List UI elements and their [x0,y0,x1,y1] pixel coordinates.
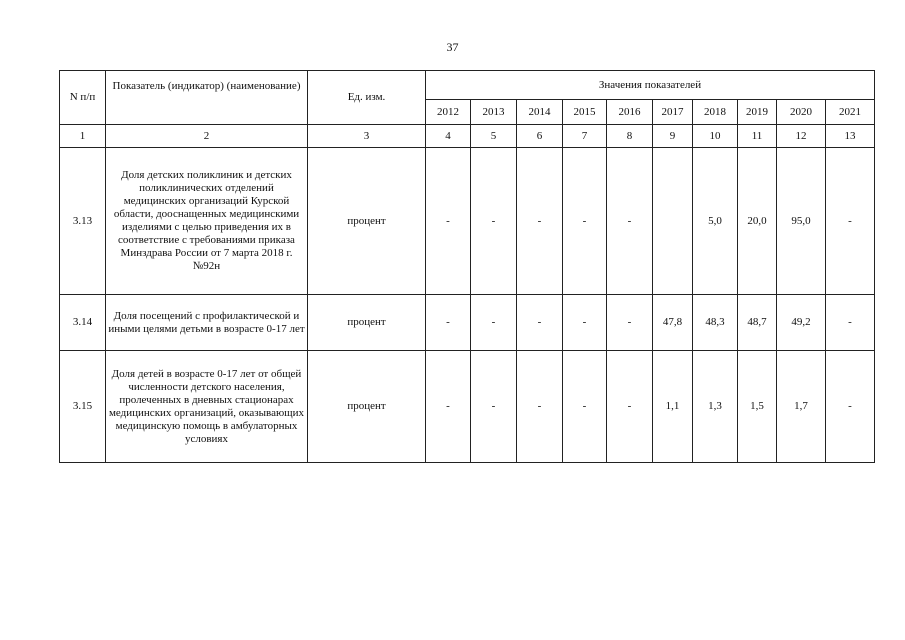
value-cell: - [826,351,875,463]
value-cell: 5,0 [693,148,738,295]
value-cell: 95,0 [777,148,826,295]
value-cell: 1,5 [738,351,777,463]
year-cell: 2013 [471,100,517,125]
value-cell: 1,1 [653,351,693,463]
value-cell: - [607,148,653,295]
column-number: 10 [693,125,738,148]
value-cell: - [471,351,517,463]
value-cell: 48,3 [693,295,738,351]
unit-cell: процент [308,148,426,295]
column-number: 4 [426,125,471,148]
year-cell: 2016 [607,100,653,125]
value-cell: - [607,351,653,463]
value-cell: - [426,295,471,351]
value-cell: 1,7 [777,351,826,463]
value-cell: - [517,351,563,463]
value-cell: 1,3 [693,351,738,463]
row-number: 3.13 [60,148,106,295]
header-row [60,71,875,100]
header-indicator: Показатель (индикатор) (наименование) [106,71,308,125]
column-number: 1 [60,125,106,148]
year-cell: 2014 [517,100,563,125]
value-cell: 48,7 [738,295,777,351]
indicator-name: Доля детей в возрасте 0-17 лет от общей численности детского населения, пролеченных в дневных стационарах медицинских организаций, оказывающих медицинскую помощь в амбулаторных условиях [106,351,308,463]
year-cell: 2018 [693,100,738,125]
value-cell: - [517,295,563,351]
value-cell: - [471,148,517,295]
year-cell: 2015 [563,100,607,125]
year-cell: 2020 [777,100,826,125]
column-number: 12 [777,125,826,148]
column-number: 9 [653,125,693,148]
value-cell: - [563,351,607,463]
column-number: 6 [517,125,563,148]
column-numbers-row [60,125,875,148]
row-number: 3.15 [60,351,106,463]
year-cell: 2012 [426,100,471,125]
year-cell: 2019 [738,100,777,125]
value-cell: 49,2 [777,295,826,351]
value-cell: - [563,148,607,295]
year-cell: 2017 [653,100,693,125]
value-cell: 47,8 [653,295,693,351]
indicator-name: Доля детских поликлиник и детских поликлинических отделений медицинских организаций Курской области, дооснащенных медицинскими изделиями с целью приведения их в соответствие с требованиями приказа Минздрава России от 7 марта 2018 г. №92н [106,148,308,295]
header-values: Значения показателей [426,71,875,100]
value-cell: - [426,351,471,463]
column-number: 13 [826,125,875,148]
column-number: 8 [607,125,653,148]
value-cell: - [517,148,563,295]
column-number: 3 [308,125,426,148]
indicator-name: Доля посещений с профилактической и иными целями детьми в возрасте 0-17 лет [106,295,308,351]
unit-cell: процент [308,351,426,463]
column-number: 2 [106,125,308,148]
table-row [60,351,875,463]
header-unit: Ед. изм. [308,71,426,125]
header-num: N п/п [60,71,106,125]
value-cell: - [826,295,875,351]
value-cell: - [826,148,875,295]
page-number: 37 [446,40,459,54]
unit-cell: процент [308,295,426,351]
value-cell: - [607,295,653,351]
value-cell: - [426,148,471,295]
value-cell: - [471,295,517,351]
indicators-table [59,70,875,463]
column-number: 7 [563,125,607,148]
column-number: 11 [738,125,777,148]
value-cell: - [563,295,607,351]
table-row [60,148,875,295]
value-cell [653,148,693,295]
year-cell: 2021 [826,100,875,125]
column-number: 5 [471,125,517,148]
value-cell: 20,0 [738,148,777,295]
table-row [60,295,875,351]
row-number: 3.14 [60,295,106,351]
